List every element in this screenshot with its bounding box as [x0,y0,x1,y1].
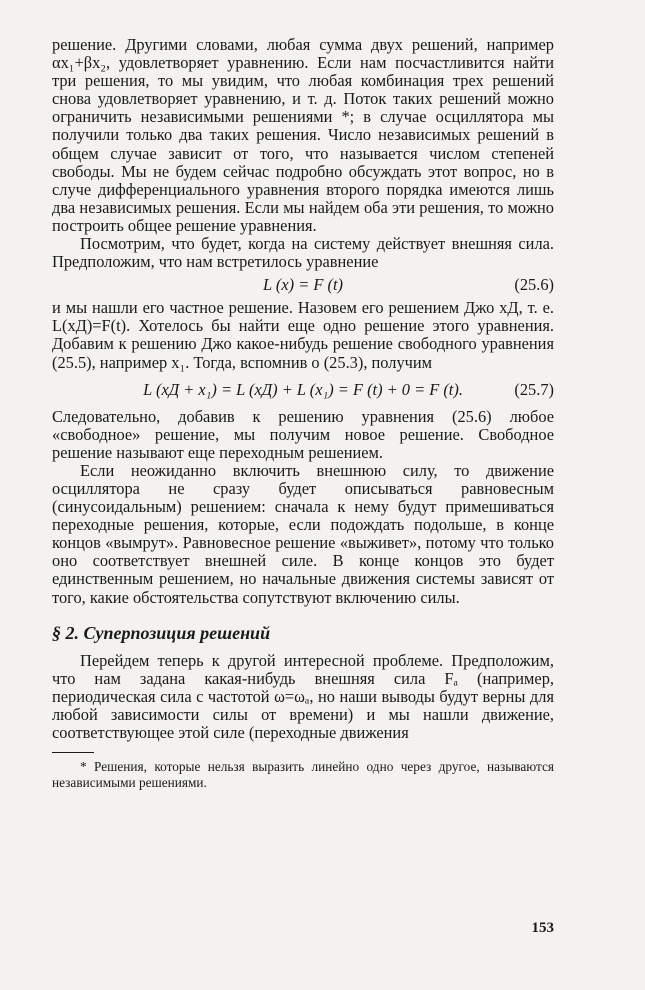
paragraph-superposition: Перейдем теперь к другой интересной проблеме. Предположим, что нам задана какая-нибудь внешняя сила Fₐ (например, периодическая сила с частотой ω=ωₐ, но наши выводы будут верны для любой зависимости силы от времени) и мы нашли движение, соответствующее этой силе (переходные движения [52,650,554,742]
section-heading: § 2. Суперпозиция решений [52,622,271,643]
book-page [52,35,554,936]
equation-25-6 [52,271,554,299]
paragraph-sudden-force: Если неожиданно включить внешнюю силу, то движение осциллятора не сразу будет описываться равновесным (синусоидальным) решением: сначала к нему будут примешиваться переходные решения, которые, если подождать подольше, в конце концов «вымрут». Равновесное решение «выживет», потому что только оно соответствует внешней силе. В конце концов это будет единственным решением, но начальные движения системы зависят от того, какие обстоятельства сопутствуют включению силы. [52,460,554,607]
footnote: * Решения, которые нельзя выразить линейно одно через другое, называются независимыми решениями. [52,759,554,791]
equation-25-6-number: (25.6) [514,275,554,295]
footnote-divider [52,752,94,753]
equation-25-6-body: L (x) = F (t) [263,275,343,295]
paragraph-joe-solution: и мы нашли его частное решение. Назовем его решением Джо xД, т. е. L(xД)=F(t). Хотелось бы найти еще одно решение этого уравнения. Добавим к решению Джо какое-нибудь решение свободного уравнения (25.5), например x₁. Тогда, вспомнив о (25.3), получим [52,298,554,372]
paragraph-transient: Следовательно, добавив к решению уравнения (25.6) любое «свободное» решение, мы получим новое решение. Свободное решение называют еще переходным решением. [52,406,554,462]
equation-25-7 [52,372,554,408]
paragraph-general-solution: решение. Другими словами, любая сумма двух решений, например αx₁+βx₂, удовлетворяет уравнению. Если нам посчастливится найти три решения, то мы увидим, что любая комбинация трех решений снова удовлетворяет уравнению, и т. д. Поток таких решений можно ограничить независимыми решениями *; в случае осциллятора мы получили только два таких решения. Число независимых решений в общем случае зависит от того, что называется числом степеней свободы. Мы не будем сейчас подробно обсуждать этот вопрос, но в случе дифференциального уравнения второго порядка имеются лишь два независимых решения. Если мы найдем оба эти решения, то можно построить общее решение уравнения. [52,35,554,235]
paragraph-external-force: Посмотрим, что будет, когда на систему действует внешняя сила. Предположим, что нам встретилось уравнение [52,234,554,272]
equation-25-7-body: L (xД + x₁) = L (xД) + L (x₁) = F (t) + 0 = F (t). [143,379,463,399]
equation-25-7-number: (25.7) [514,379,554,399]
page-number: 153 [531,920,554,936]
